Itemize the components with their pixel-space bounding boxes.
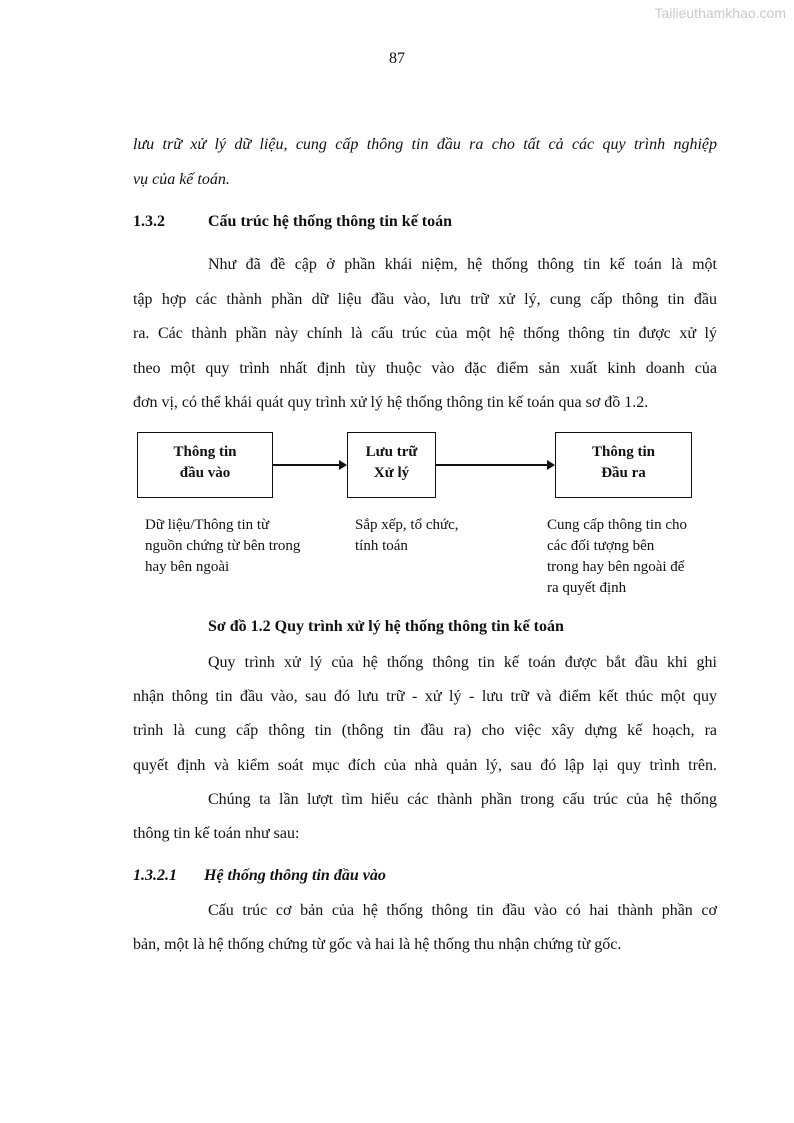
caption-line: Dữ liệu/Thông tin từ xyxy=(145,517,270,533)
box-label: Lưu trữ xyxy=(365,444,418,460)
box-label: Thông tin xyxy=(173,444,237,460)
text-line: Cấu trúc cơ bản của hệ thống thông tin đầu vào có hai thành phần cơ xyxy=(208,902,717,919)
caption-line: hay bên ngoài xyxy=(145,559,230,575)
section-number: 1.3.2 xyxy=(133,213,165,230)
box-process xyxy=(347,432,436,498)
box-label: Thông tin xyxy=(592,444,655,460)
text-line: Như đã đề cập ở phần khái niệm, hệ thống thông tin kế toán là một xyxy=(208,256,717,273)
section-heading xyxy=(133,212,717,232)
subsection-number: 1.3.2.1 xyxy=(133,867,177,884)
text-line: Quy trình xử lý của hệ thống thông tin kế toán được bắt đầu khi ghi xyxy=(208,654,717,671)
box-label: đầu vào xyxy=(179,465,231,481)
box-label: Đầu ra xyxy=(601,465,646,481)
caption-line: các đối tượng bên xyxy=(547,538,655,554)
caption-line: ra quyết định xyxy=(547,580,627,596)
box-label: Xử lý xyxy=(373,465,410,481)
caption-line: trong hay bên ngoài để xyxy=(547,559,685,575)
arrow-icon xyxy=(436,464,553,466)
text-line: thông tin kế toán như sau: xyxy=(133,825,300,842)
text-line: theo một quy trình nhất định tùy thuộc vào đặc điểm sản xuất kinh doanh của xyxy=(133,360,717,377)
text-line: vụ của kế toán. xyxy=(133,171,230,188)
caption-line: tính toán xyxy=(355,538,408,554)
text-line: đơn vị, có thể khái quát quy trình xử lý hệ thống thông tin kế toán qua sơ đồ 1.2. xyxy=(133,394,649,411)
subsection-heading xyxy=(133,866,717,886)
text-line: lưu trữ xử lý dữ liệu, cung cấp thông tin đầu ra cho tất cả các quy trình nghiệp xyxy=(133,136,717,153)
caption-process xyxy=(355,515,459,557)
page-number: 87 xyxy=(389,50,405,67)
caption-line: Sắp xếp, tổ chức, xyxy=(355,517,459,533)
text-line: Chúng ta lần lượt tìm hiểu các thành phần trong cấu trúc của hệ thống xyxy=(208,791,717,808)
caption-line: Cung cấp thông tin cho xyxy=(547,517,687,533)
subsection-title: Hệ thống thông tin đầu vào xyxy=(204,867,386,884)
section-title: Cấu trúc hệ thống thông tin kế toán xyxy=(208,213,453,230)
box-input xyxy=(137,432,273,498)
text-line: bản, một là hệ thống chứng từ gốc và hai là hệ thống thu nhận chứng từ gốc. xyxy=(133,936,622,953)
box-output xyxy=(555,432,692,498)
arrow-icon xyxy=(273,464,345,466)
caption-line: nguồn chứng từ bên trong xyxy=(145,538,301,554)
caption-input xyxy=(145,515,300,578)
text-line: ra. Các thành phần này chính là cấu trúc của một hệ thống thông tin được xử lý xyxy=(133,325,717,342)
watermark: Tailieuthamkhao.com xyxy=(654,5,786,21)
text-line: trình là cung cấp thông tin (thông tin đầu ra) cho việc xây dựng kế hoạch, ra xyxy=(133,722,717,739)
text-line: nhận thông tin đầu vào, sau đó lưu trữ - xử lý - lưu trữ và điểm kết thúc một quy xyxy=(133,688,717,705)
caption-output xyxy=(547,515,687,599)
text-line: quyết định và kiểm soát mục đích của nhà quản lý, sau đó lập lại quy trình trên. xyxy=(133,757,717,774)
text-line: tập hợp các thành phần dữ liệu đầu vào, lưu trữ xử lý, cung cấp thông tin đầu xyxy=(133,291,717,308)
diagram-title: Sơ đồ 1.2 Quy trình xử lý hệ thống thông tin kế toán xyxy=(208,618,564,635)
